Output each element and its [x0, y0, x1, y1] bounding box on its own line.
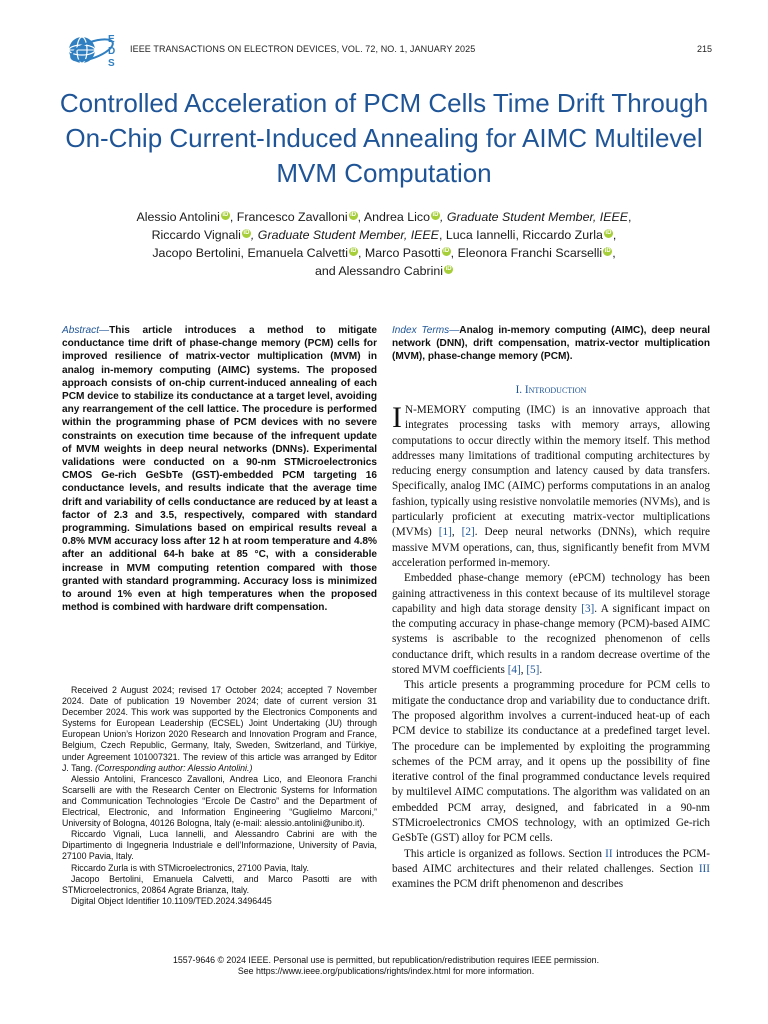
journal-line: IEEE TRANSACTIONS ON ELECTRON DEVICES, VOL. 72, NO. 1, JANUARY 2025	[130, 44, 476, 54]
index-terms	[392, 324, 710, 364]
svg-text:E: E	[108, 34, 115, 45]
paragraph: I N-MEMORY computing (IMC) is an innovative approach that integrates processing tasks with memory arrays, allowing computations to occur directly within the memory itself. This method addresses many limitations of traditional computing architectures by reducing energy consumption and latency caused by data transfers. Specifically, analog IMC (AIMC) performs computations in an analog fashion, typically using resistive nonvolatile memories (NVMs), and is particularly proficient at executing matrix-vector multiplications (MVMs) [1], [2]. Deep neural networks (DNNs), which require massive MVM operations, can, thus, significantly benefit from MVM acceleration performed in-memory.	[392, 401, 710, 569]
orcid-icon[interactable]: iD	[445, 266, 452, 272]
author: Marco Pasotti iD ,	[364, 246, 455, 260]
footnote-affiliation: Jacopo Bertolini, Emanuela Calvetti, and Marco Pasotti are with STMicroelectronics, 20864 Agrate Brianza, Italy.	[62, 873, 377, 895]
citation-link[interactable]: [2]	[461, 526, 475, 539]
section-link[interactable]: II	[605, 847, 613, 860]
paragraph: This article is organized as follows. Section II introduces the PCM-based AIMC architectures and their related challenges. Section III examines the PCM drift phenomenon and describes	[392, 847, 710, 891]
running-head	[66, 28, 712, 72]
orcid-icon[interactable]: iD	[350, 212, 357, 218]
citation-link[interactable]: [4]	[507, 664, 521, 677]
author: Jacopo Bertolini,	[152, 246, 244, 260]
orcid-icon[interactable]: iD	[243, 230, 250, 236]
author: Riccardo Zurla iD ,	[522, 228, 617, 242]
author: Emanuela Calvetti iD ,	[247, 246, 362, 260]
index-terms-lead: Index Terms—	[392, 325, 460, 336]
citation-link[interactable]: [1]	[438, 526, 452, 539]
orcid-icon[interactable]: iD	[222, 212, 229, 218]
orcid-icon[interactable]: iD	[604, 248, 611, 254]
author: Francesco Zavalloni iD ,	[236, 210, 362, 224]
author: Alessio Antolini iD ,	[136, 210, 234, 224]
abstract-text: This article introduces a method to mitigate conductance time drift of phase-change memory (PCM) cells for improved resilience of matrix-vector multiplication (MVM) in analog in-memory computing (AIMC) systems. The proposed approach consists of on-chip current-induced annealing of each PCM device to stabilize its conductance at a target level, avoiding any rearrangement of the cell lattice. The procedure is performed within the programming phase of PCM devices with no severe constraints on execution time because of the infrequent update of MVM weights in deep neural networks (DNNs). Experimental validations were conducted on a 90-nm STMicroelectronics CMOS Ge-rich GeSbTe (GST)-embedded PCM targeting 16 conductance levels, and results indicate that the average time drift and variability of cells conductance are reduced by at least a factor of 2.3 and 3.5, respectively, compared with standard programming. Simulations based on empirical results reveal a 0.8% MVM accuracy loss after 12 h at room temperature and 4.8% after an additional 64-h bake at 85 °C, with a considerable increase in MVM computing retention compared with those granted with standard programming. Accuracy loss is minimized to around 1% even at high temperatures when the proposed method is combined with hardware drift compensation.	[62, 325, 377, 614]
svg-text:D: D	[108, 46, 116, 57]
orcid-icon[interactable]: iD	[605, 230, 612, 236]
footnote-affiliation: Riccardo Zurla is with STMicroelectronics, 27100 Pavia, Italy.	[71, 862, 309, 873]
citation-link[interactable]: [3]	[581, 602, 595, 615]
author: Andrea Lico iD , Graduate Student Member, IEEE,	[363, 210, 632, 224]
section-link[interactable]: III	[698, 862, 710, 875]
paragraph: This article presents a programming procedure for PCM cells to mitigate the conductance drop and variability due to conductance drift. The proposed algorithm involves a current-induced heat-up of each PCM device to stabilize its conductance at a predefined target level. The procedure can be implemented by exploiting the programming schemes of the PCM array, and it opens up the possibility of fine iterative control of the final programmed conductance levels required by multilevel AIMC computations. The algorithm was validated on an embedded PCM array, designed, and fabricated in a 90-nm STMicroelectronics CMOS technology, with an optimized Ge-rich GeSbTe (GST) alloy for PCM cells.	[392, 679, 710, 845]
copyright-notice: 1557-9646 © 2024 IEEE. Personal use is permitted, but republication/redistribution requires IEEE permission. See https://www.ieee.org/publications/rights/index.html for more information.	[172, 955, 600, 977]
eds-logo-icon	[66, 28, 120, 72]
author: and Alessandro Cabrini iD	[314, 264, 452, 278]
author: Luca Iannelli,	[445, 228, 519, 242]
orcid-icon[interactable]: iD	[350, 248, 357, 254]
citation-link[interactable]: [5]	[526, 664, 540, 677]
footnote	[62, 685, 377, 907]
dropcap: I	[392, 401, 402, 434]
paper-title: Controlled Acceleration of PCM Cells Time Drift Through On-Chip Current-Induced Annealing for AIMC Multilevel MVM Computation	[59, 88, 709, 188]
abstract	[62, 324, 377, 614]
author: Riccardo Vignali iD , Graduate Student Member, IEEE,	[151, 228, 443, 242]
page-number: 215	[696, 44, 712, 54]
footnote-received: Received 2 August 2024; revised 17 October 2024; accepted 7 November 2024. Date of publication 19 November 2024; date of current version 31 December 2024. This work was supported by the Electronics Components and Systems for European Leadership (ECSEL) Joint Undertaking (JU) through European Union’s Horizon 2020 Research and Innovation Program and France, Belgium, Czech Republic, Germany, Italy, Sweden, Switzerland, and Türkiye, under Agreement 101007321. The review of this article was arranged by Editor J. Tang. (Corresponding author: Alessio Antolini.)	[62, 685, 377, 773]
author-list	[70, 208, 698, 280]
svg-text:S: S	[108, 58, 115, 69]
doi: Digital Object Identifier 10.1109/TED.2024.3496445	[71, 895, 272, 906]
footnote-affiliation: Riccardo Vignali, Luca Iannelli, and Alessandro Cabrini are with the Dipartimento di Ingegneria Industriale e dell’Informazione, University of Pavia, 27100 Pavia, Italy.	[62, 829, 377, 862]
abstract-lead: Abstract—	[62, 325, 110, 336]
orcid-icon[interactable]: iD	[432, 212, 439, 218]
paragraph: Embedded phase-change memory (ePCM) technology has been gaining attractiveness in this context because of its multilevel storage capability and high data storage density [3]. A significant impact on the computing accuracy in phase-change memory (PCM)-based AIMC systems is ascribable to the recognized phenomenon of cells conductance drift, which results in a random decrease overtime of the stored MVM coefficients [4], [5].	[392, 572, 710, 677]
body-text	[392, 403, 710, 893]
section-heading: I. Introduction	[515, 384, 587, 396]
orcid-icon[interactable]: iD	[443, 248, 450, 254]
footnote-affiliation: Alessio Antolini, Francesco Zavalloni, Andrea Lico, and Eleonora Franchi Scarselli are with the Research Center on Electronic Systems for Information and Communication Technologies “Ercole De Castro” and the Department of Electrical, Electronic, and Information Engineering “Guglielmo Marconi,” University of Bologna, 40126 Bologna, Italy (e-mail: alessio.antolini@unibo.it).	[62, 773, 377, 829]
author: Eleonora Franchi Scarselli iD ,	[457, 246, 616, 260]
index-terms-text: Analog in-memory computing (AIMC), deep neural network (DNN), drift compensation, matrix-vector multiplication (MVM), phase-change memory (PCM).	[392, 325, 710, 363]
